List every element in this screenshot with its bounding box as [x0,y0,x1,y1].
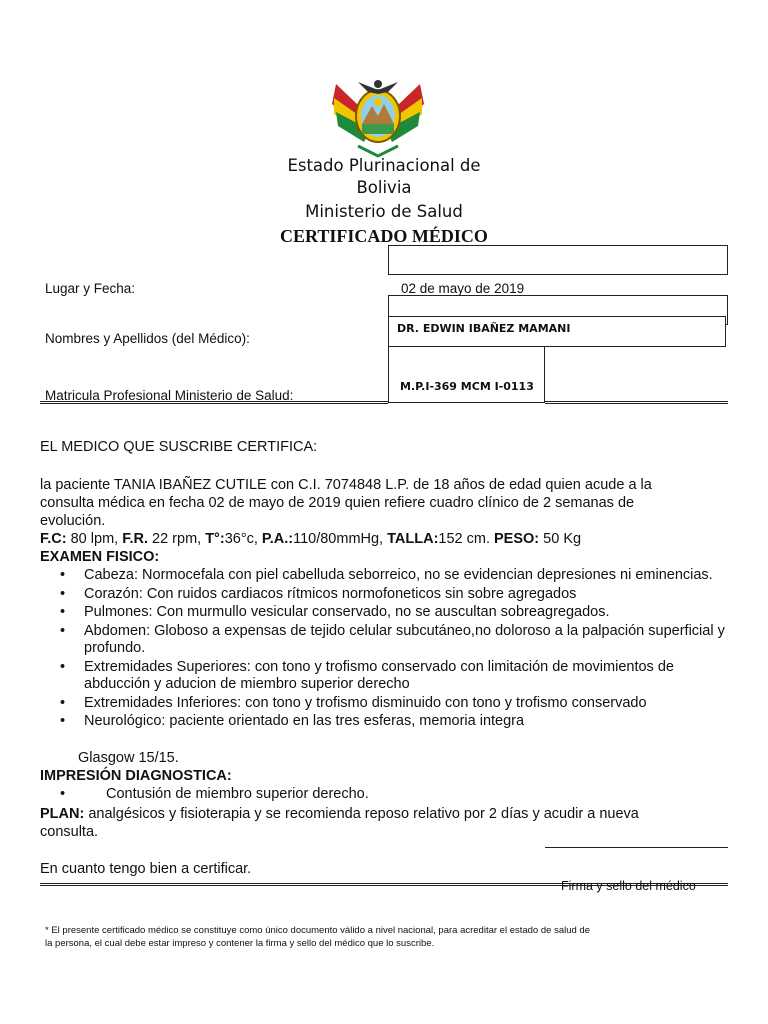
exam-item-heart: • Corazón: Con ruidos cardiacos rítmicos normofoneticos sin sobre agregados [60,586,740,604]
place-date-value: 02 de mayo de 2019 [401,281,525,296]
diagnosis-item: • Contusión de miembro superior derecho. [60,786,740,804]
vitals-line [40,530,581,548]
plan-line-2: consulta. [40,824,99,840]
certifies-heading: EL MEDICO QUE SUSCRIBE CERTIFICA: [40,439,318,455]
talla-value: 152 cm. [438,531,495,547]
peso-value: 50 Kg [539,531,582,547]
paragraph-line-1: la paciente TANIA IBAÑEZ CUTILE con C.I. 7074848 L.P. de 18 años de edad quien acude a la [40,477,652,493]
exam-heading: EXAMEN FISICO: [40,549,160,565]
paragraph-line-3: evolución. [40,513,106,529]
exam-item-lungs: • Pulmones: Con murmullo vesicular conservado, no se auscultan sobreagregados. [60,604,740,622]
diagnosis-list [60,786,740,805]
pa-label: P.A.: [261,531,294,547]
fc-label: F.C: [40,531,67,547]
doctor-name-label: Nombres y Apellidos (del Médico): [45,331,250,346]
fr-value: 22 rpm, [147,531,206,547]
diagnosis-heading: IMPRESIÓN DIAGNOSTICA: [40,768,232,784]
closing-statement: En cuanto tengo bien a certificar. [40,861,252,877]
temperature-value: 36°c, [224,531,262,547]
fc-value: 80 lpm, [66,531,123,547]
place-date-label: Lugar y Fecha: [45,281,136,296]
talla-label: TALLA: [387,531,439,547]
exam-item-head: • Cabeza: Normocefala con piel cabelluda seborreico, no se evidencian depresiones ni eminencias. [60,567,740,585]
doctor-name-value: DR. EDWIN IBAÑEZ MAMANI [397,322,571,335]
header-line-state: Estado Plurinacional de [287,156,481,175]
plan-text: analgésicos y fisioterapia y se recomienda reposo relativo por 2 días y acudir a nueva [84,806,639,822]
signature-caption: Firma y sello del médico [561,879,696,893]
bolivia-coat-of-arms-emblem [328,64,428,160]
plan-line-1 [40,805,639,823]
glasgow-score: Glasgow 15/15. [78,750,179,766]
header-line-ministry: Ministerio de Salud [305,202,463,221]
header-line-country: Bolivia [356,178,412,197]
signature-line [545,847,728,848]
exam-item-upper-limbs: • Extremidades Superiores: con tono y trofismo conservado con limitación de movimientos de abducción y aducion de miembro superior derecho [60,659,740,694]
exam-item-neuro: • Neurológico: paciente orientado en las tres esferas, memoria integra [60,713,740,731]
blank-top-box [388,245,728,275]
fr-label: F.R. [122,531,148,547]
paragraph-line-2: consulta médica en fecha 02 de mayo de 2019 quien refiere cuadro clínico de 2 semanas de [40,495,635,511]
footnote-line-2: la persona, el cual debe estar impreso y contener la firma y sello del médico que lo suscribe. [45,938,435,949]
exam-list [60,567,740,732]
temperature-label: T°: [205,531,225,547]
license-label: Matricula Profesional Ministerio de Salud: [45,388,294,403]
exam-item-lower-limbs: • Extremidades Inferiores: con tono y trofismo disminuido con tono y trofismo conservado [60,695,740,713]
plan-label: PLAN: [40,806,85,822]
peso-label: PESO: [494,531,540,547]
license-value: M.P.I-369 MCM I-0113 [400,380,534,393]
certificate-title: CERTIFICADO MÉDICO [280,226,488,246]
license-underline-right [545,401,728,404]
footnote-line-1: * El presente certificado médico se constituye como único documento válido a nivel nacional, para acreditar el estado de salud de [45,925,590,936]
license-underline-left [40,401,388,404]
exam-item-abdomen: • Abdomen: Globoso a expensas de tejido celular subcutáneo,no doloroso a la palpación superficial y profundo. [60,623,740,658]
pa-value: 110/80mmHg, [293,531,388,547]
license-box [388,347,545,403]
